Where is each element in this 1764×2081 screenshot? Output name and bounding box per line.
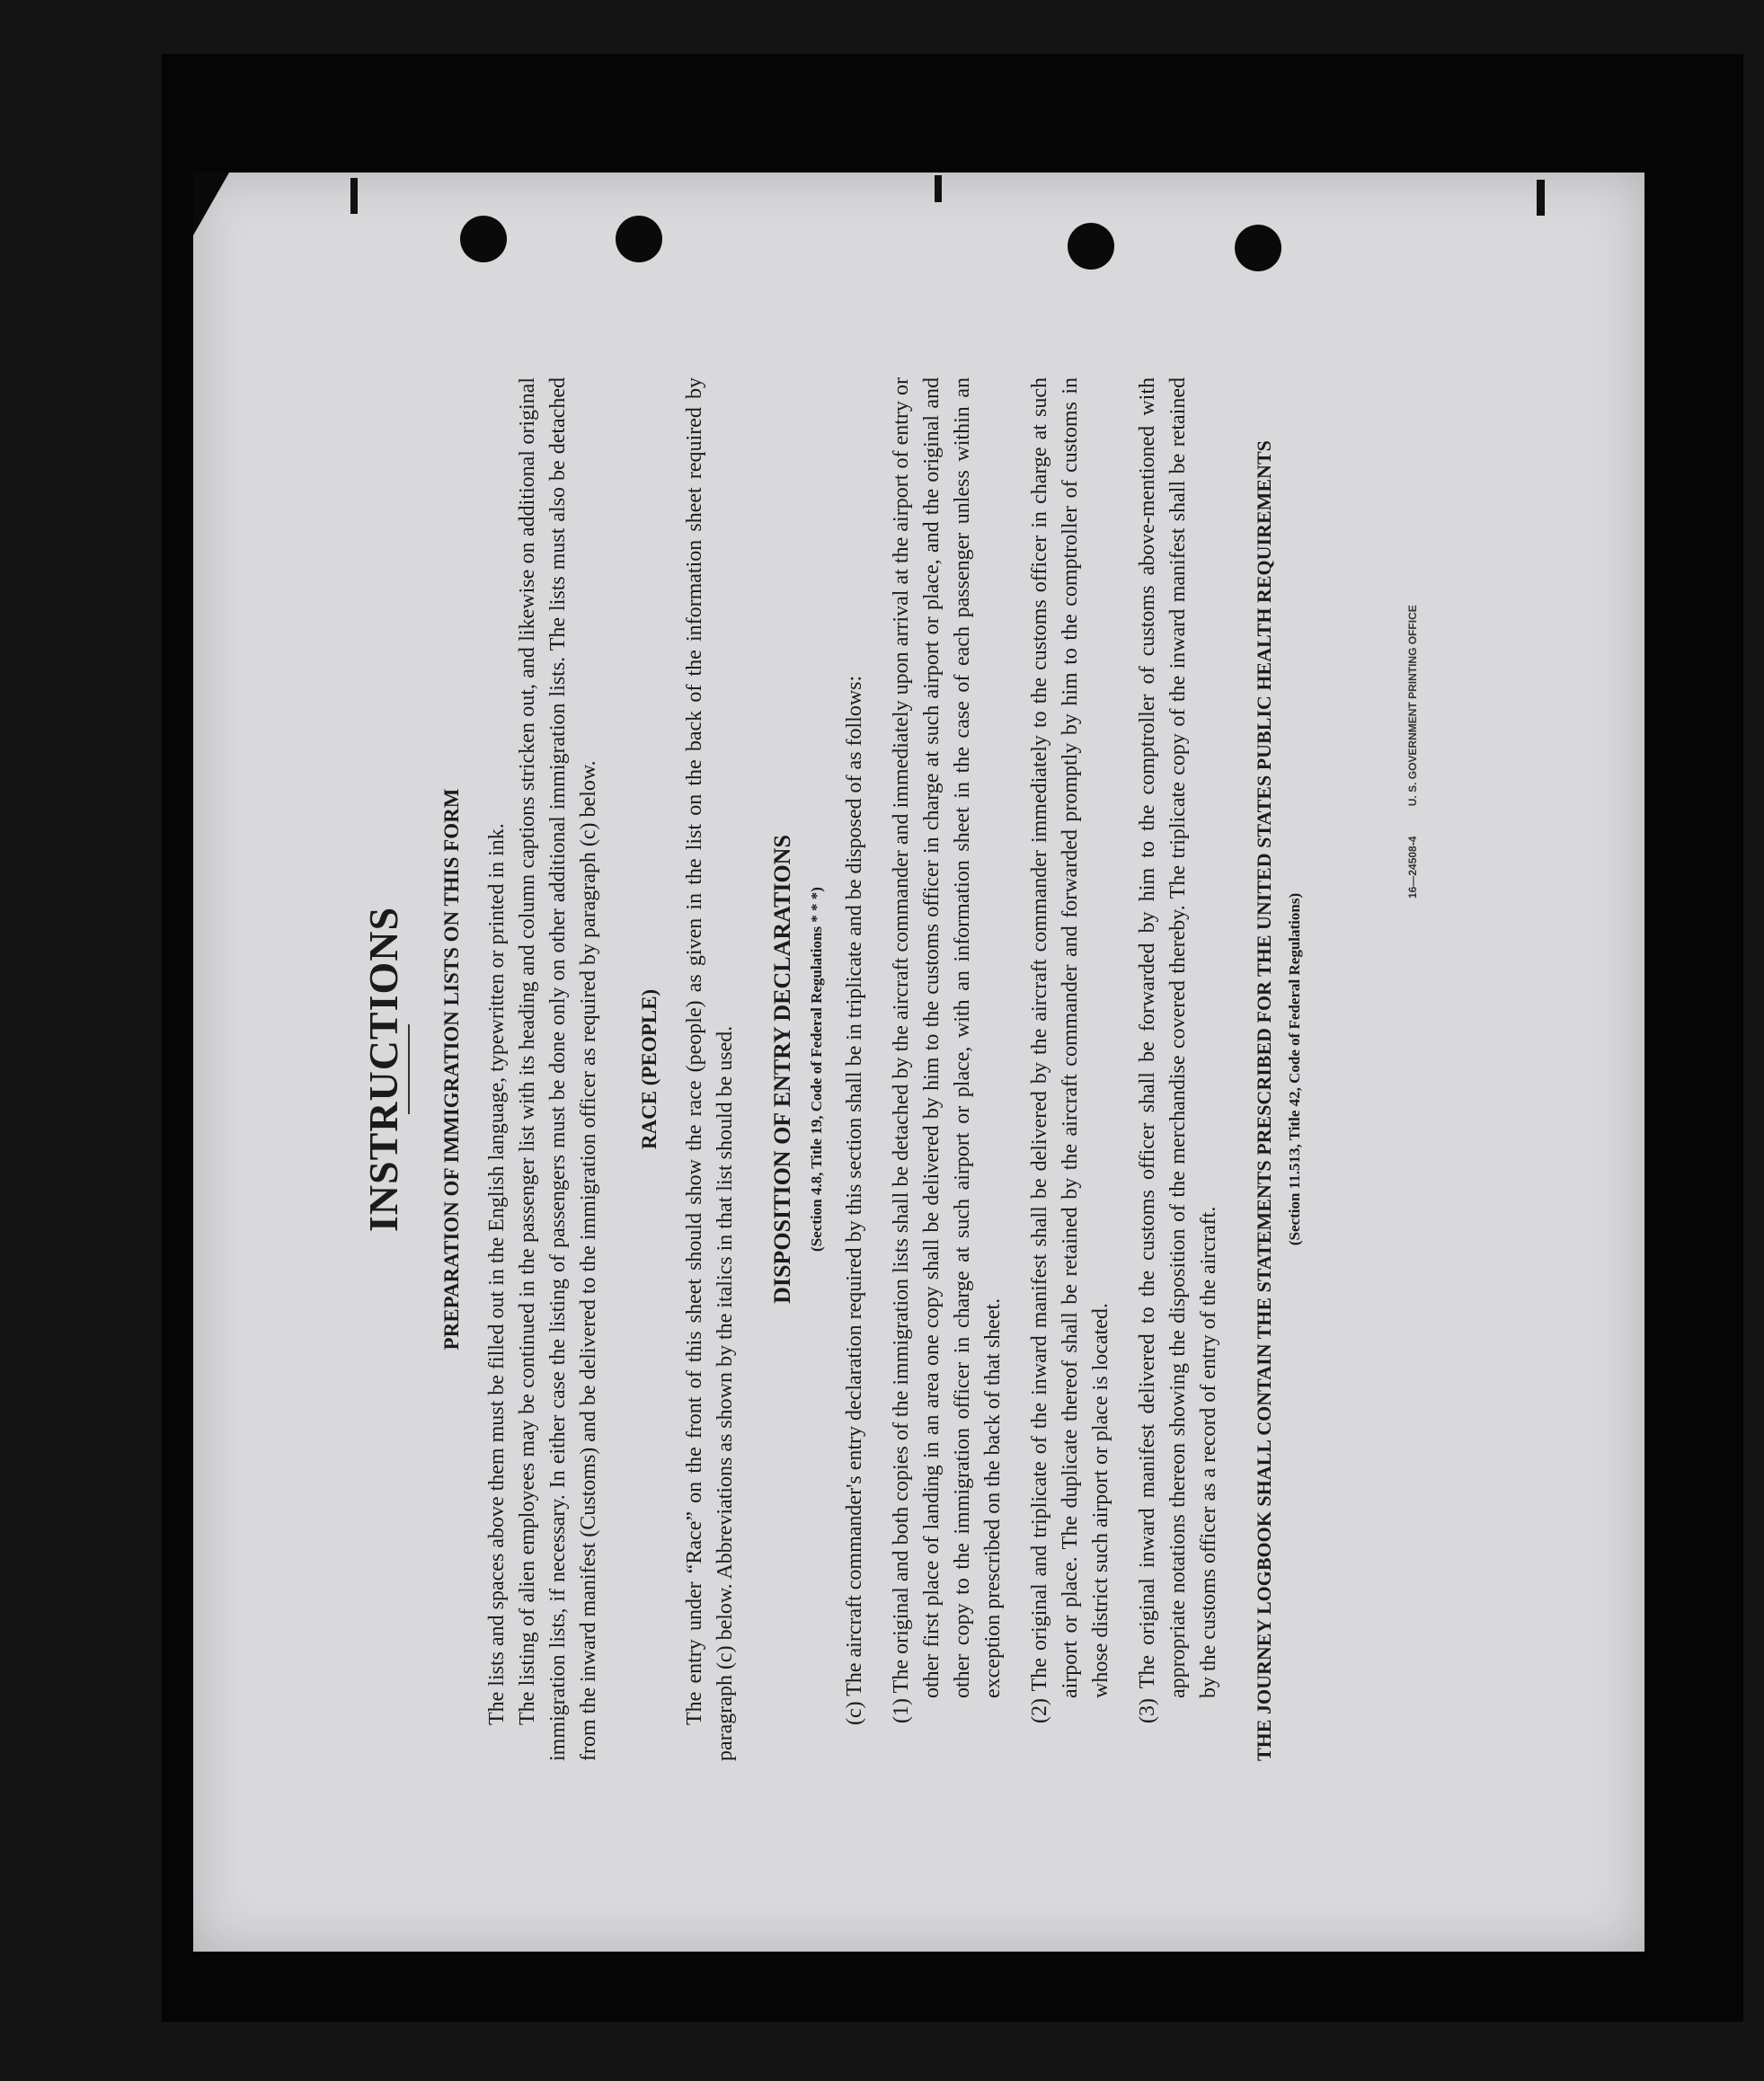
list-item: (2) The original and triplicate of the inward manifest shall be delivered by the aircraft commander immediately to the customs officer in charge at such airport or place. The duplicate thereof shall be retained by the aircraft commander and forwarded promptly by him to the comptroller of customs in whose district such airport or place is located. [1028,377,1112,1723]
staple-mark [935,175,942,202]
title-divider [408,1024,410,1114]
paragraph: The listing of alien employees may be continued in the passenger list with its heading and column captions stricken out, and likewise on additional original immigration lists, if necessary. In either case the listing of passengers must be done only on other additional immigration lists. The lists must also be detached from the inward manifest (Customs) and be delivered to the immigration officer as required by paragraph (c) below. [516,377,600,1761]
staple-mark [350,178,358,214]
logbook-reference: (Section 11.513, Title 42, Code of Federal Regulations) [1286,892,1303,1246]
staple-mark [1537,180,1545,216]
page-title: INSTRUCTIONS [360,906,406,1233]
section-heading-disposition: DISPOSITION OF ENTRY DECLARATIONS [769,835,795,1304]
folded-corner [193,173,229,235]
punch-hole [1068,223,1114,270]
punch-hole [616,216,662,262]
section-heading-preparation: PREPARATION OF IMMIGRATION LISTS ON THIS FORM [440,788,463,1350]
section-subheading: (Section 4.8, Title 19, Code of Federal Regulations * * *) [808,887,825,1252]
list-item: (3) The original inward manifest delivered to the customs officer shall be forwarded by him to the comptroller of customs above-mentioned with appropriate notations thereon showing the disposition of the merchandise covered thereby. The triplicate copy of the inward manifest shall be retained by the customs officer as a record of entry of the aircraft. [1136,377,1220,1723]
section-heading-race: RACE (PEOPLE) [638,988,660,1150]
instructions-text-block [359,368,1393,1770]
paragraph: (c) The aircraft commander's entry declaration required by this section shall be in triplicate and be disposed of as follows: [843,675,866,1725]
punch-hole [460,216,507,262]
printer-name: U. S. GOVERNMENT PRINTING OFFICE [1406,605,1419,807]
punch-hole [1235,225,1281,271]
logbook-statement: THE JOURNEY LOGBOOK SHALL CONTAIN THE STATEMENTS PRESCRIBED FOR THE UNITED STATES PUBLIC HEALTH REQUIREMENTS [1253,440,1275,1761]
printer-imprint [1406,578,1419,899]
form-number: 16—24508-4 [1406,836,1419,899]
paragraph: The entry under “Race” on the front of this sheet should show the race (people) as given in the list on the back of the information sheet required by paragraph (c) below. Abbreviations as shown by the italics in that list should be used. [683,377,737,1761]
paragraph: The lists and spaces above them must be filled out in the English language, typewritten or printed in ink. [485,823,509,1725]
list-item: (1) The original and both copies of the immigration lists shall be detached by the aircraft commander and immediately upon arrival at the airport of entry or other first place of landing in an area one copy shall be delivered by him to the customs officer in charge at such airport or place, and the original and other copy to the immigration officer in charge at such airport or place, with an information sheet in the case of each passenger unless within an exception prescribed on the back of that sheet. [890,377,1005,1723]
